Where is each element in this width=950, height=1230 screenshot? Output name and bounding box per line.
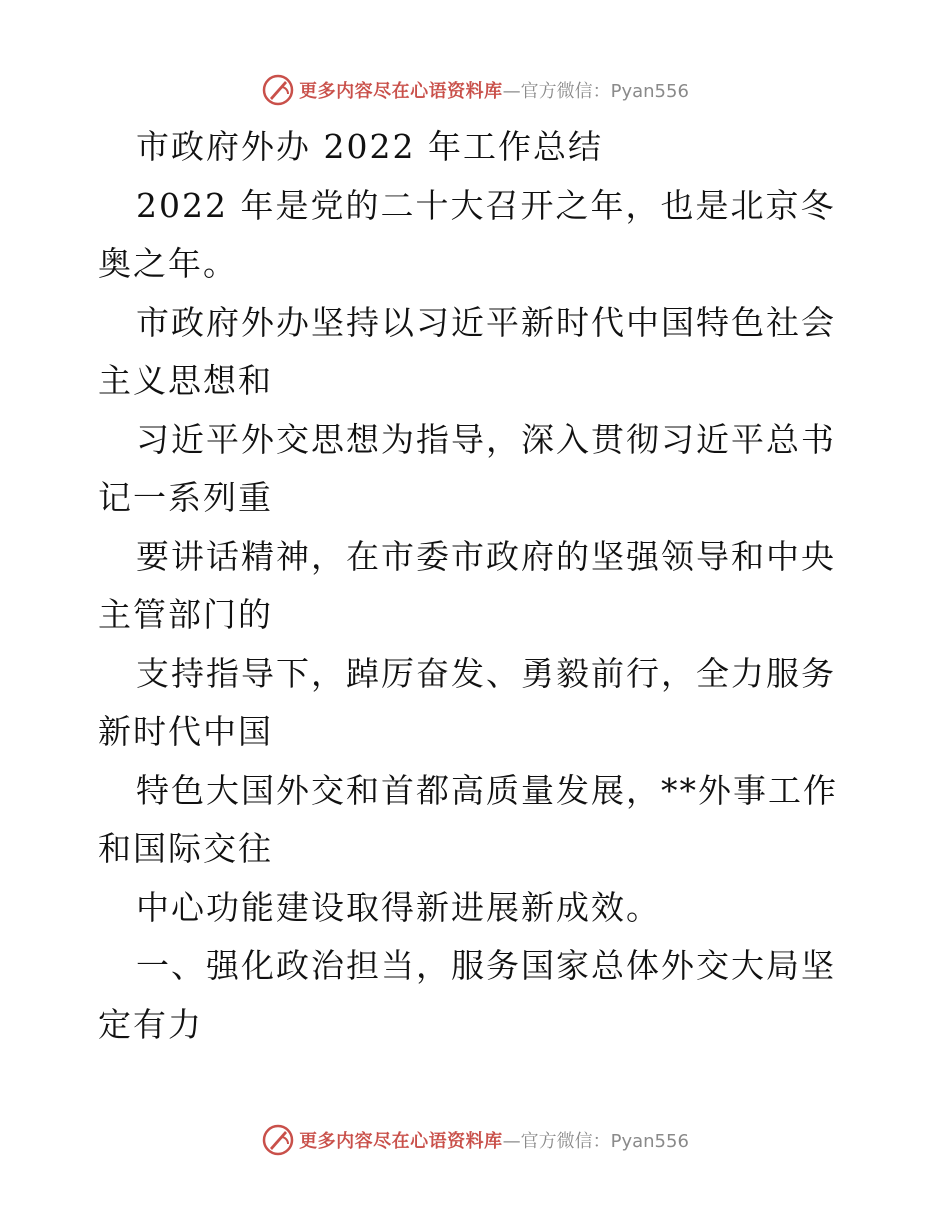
paragraph: 要讲话精神，在市委市政府的坚强领导和中央主管部门的 (98, 536, 836, 634)
paragraph: 习近平外交思想为指导，深入贯彻习近平总书记一系列重 (98, 419, 836, 517)
document-title: 市政府外办 2022 年工作总结 (136, 127, 603, 166)
footer-watermark (0, 1120, 950, 1160)
section-heading: 一、强化政治担当，服务国家总体外交大局坚定有力 (98, 946, 836, 1044)
paragraph: 支持指导下，踔厉奋发、勇毅前行，全力服务新时代中国 (98, 653, 836, 751)
paragraph: 市政府外办坚持以习近平新时代中国特色社会主义思想和 (98, 302, 836, 400)
header-watermark (0, 70, 950, 110)
watermark-red-text: 更多内容尽在心语资料库 (299, 81, 503, 102)
quill-circle-logo-icon (261, 1123, 295, 1157)
paragraph: 2022 年是党的二十大召开之年，也是北京冬奥之年。 (98, 185, 836, 283)
watermark-grey-text: —官方微信：Pyan556 (502, 81, 689, 102)
watermark-grey-text: —官方微信：Pyan556 (502, 1131, 689, 1152)
watermark-red-text: 更多内容尽在心语资料库 (299, 1131, 503, 1152)
document-body (98, 118, 858, 1054)
paragraph: 中心功能建设取得新进展新成效。 (136, 887, 661, 927)
quill-circle-logo-icon (261, 73, 295, 107)
paragraph: 特色大国外交和首都高质量发展，**外事工作和国际交往 (98, 770, 838, 868)
